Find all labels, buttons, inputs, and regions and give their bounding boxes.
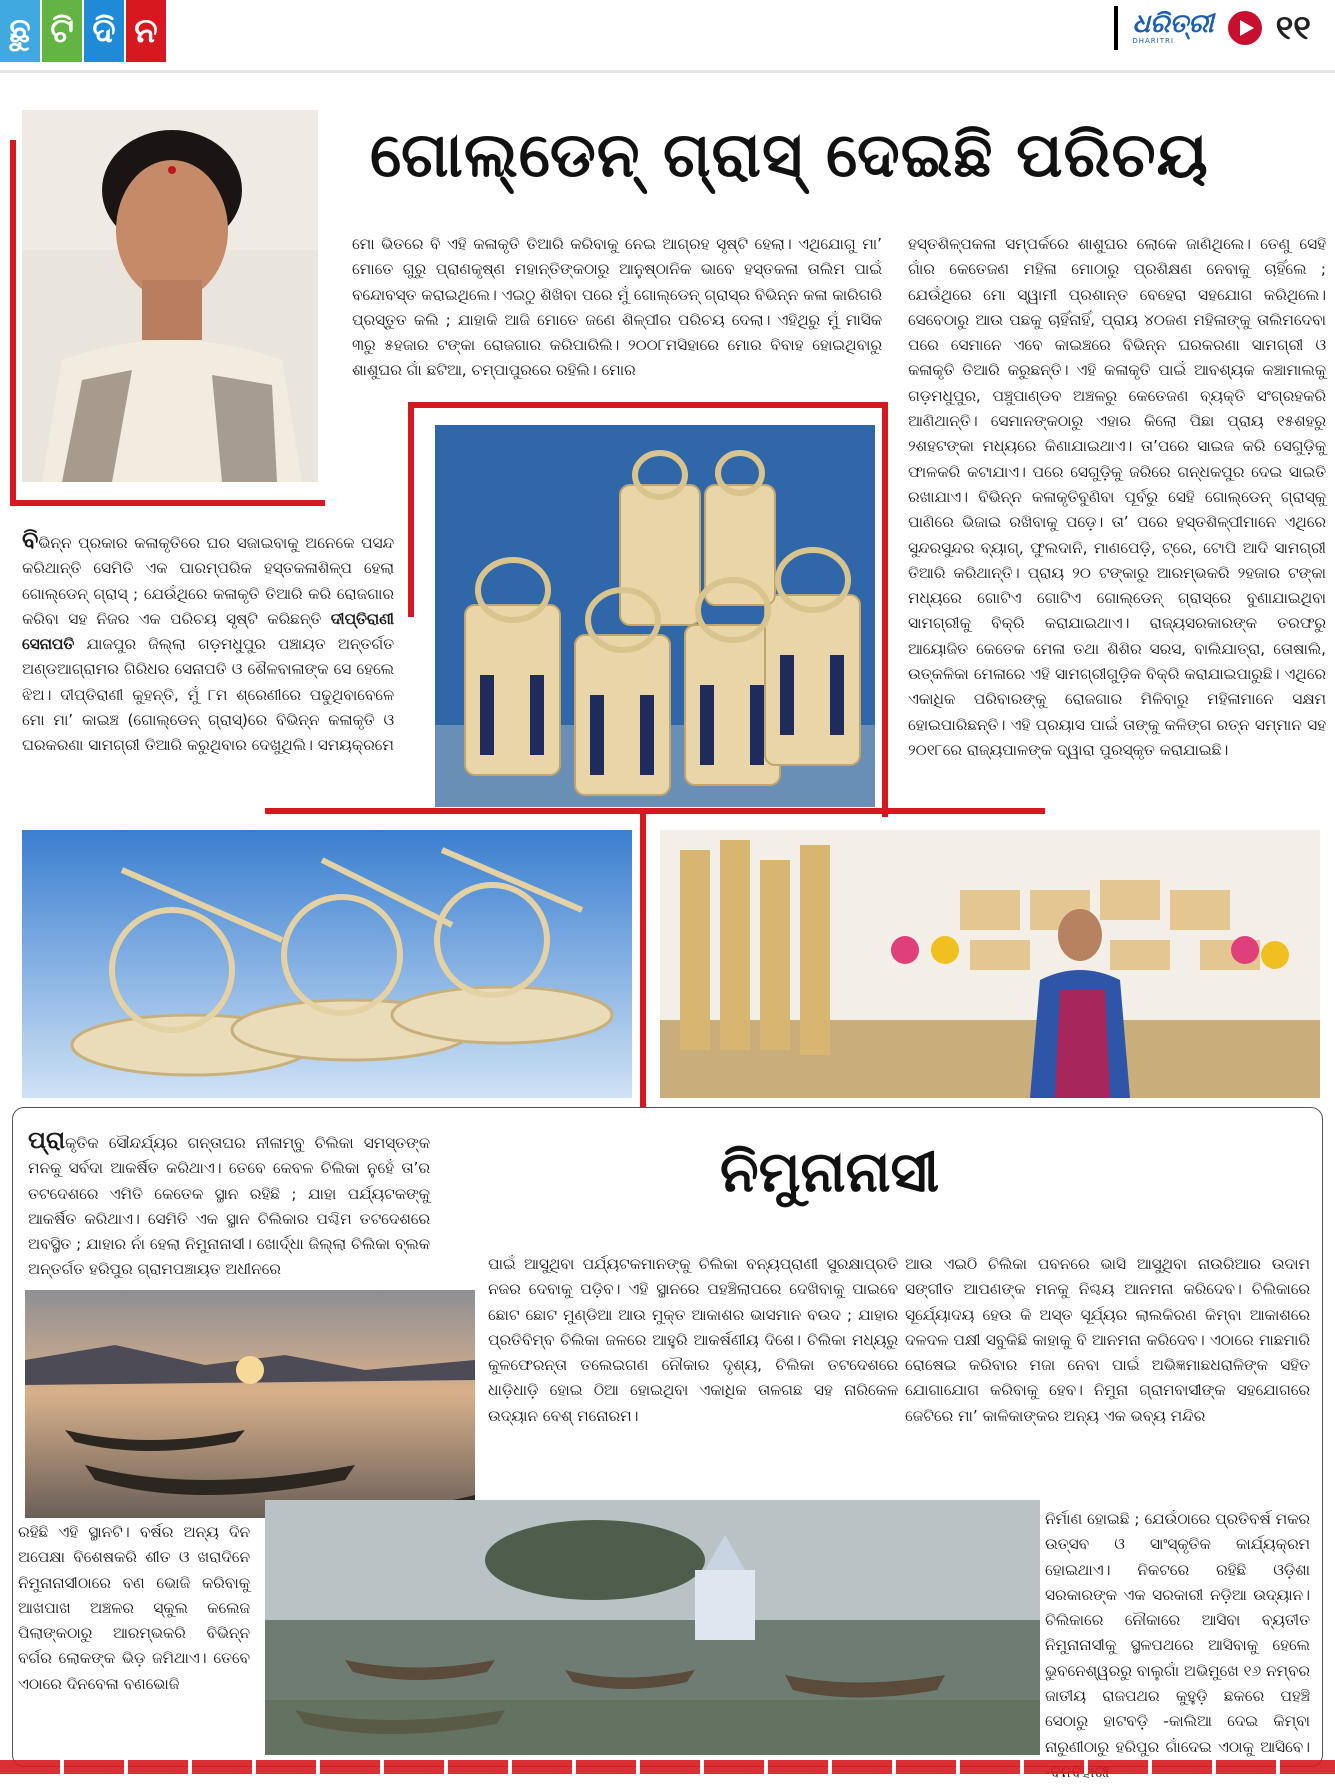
article-headline: ଗୋଲ୍ଡେନ୍ ଗ୍ରାସ୍ ଦେଇଛି ପରିଚୟ	[370, 118, 1209, 191]
artisan-name: ଦୀପ୍ତିରାଣୀ ସେନାପତି	[22, 609, 394, 654]
top-divider	[0, 70, 1335, 73]
red-rule-centre-vertical	[640, 808, 646, 1108]
brand-logo	[1132, 11, 1213, 45]
play-icon	[1228, 11, 1262, 45]
article-column-1-rest: ଯାଜପୁର ଜିଲ୍ଲା ଗଡ଼ମଧୁପୁର ପଞ୍ଚାୟତ ଅନ୍ତର୍ଗତ ଅଣ୍ଡଆଗ୍ରାମର ଗିରିଧର ସେନାପତି ଓ ଶୈଳବାଳାଙ୍କ ସେ ହେଲେ ଝିଅ। ଦୀପ୍ତିରାଣୀ କୁହନ୍ତି, ମୁଁ ୮ମ ଶ୍ରେଣୀରେ ପଢୁଥିବାବେଳେ ମୋ ମା’ କାଇଞ୍ଚ (ଗୋଲ୍ଡେନ୍ ଗ୍ରାସ୍)ରେ ବିଭିନ୍ନ କଳାକୃତି ଓ ଘରକରଣା ସାମଗ୍ରୀ ତିଆରି କରୁଥିବାର ଦେଖୁଥିଲି। ସମୟକ୍ରମେ	[22, 635, 394, 755]
lanterns-photo	[435, 425, 875, 807]
section-title-letter-4: ନ	[126, 0, 166, 62]
article-headline-2: ନିମୁନାନାସୀ	[720, 1140, 940, 1205]
article2-column-3-top: ଆଉ ଏଇଠି ଚିଲିକା ପବନରେ ଭାସି ଆସୁଥିବା ନାଉରିଆର ଉଦାମ ସଙ୍ଗୀତ ଆପଣଙ୍କ ମନକୁ ନିଶ୍ଚୟ ଆନମନା କରିଦେବ। ଚିଲିକାରେ ସୂର୍ଯ୍ୟୋଦୟ ହେଉ କି ଅସ୍ତ ସୂର୍ଯ୍ୟର ଲାଲକିରଣ କିମ୍ବା ଆକାଶରେ ଦଳଦଳ ପକ୍ଷୀ ସବୁକିଛି କାହାକୁ ବି ଆନମନା କରିଦେବ। ଏଠାରେ ମାଛମାରି ରୋଷେଇ କରିବାର ମଜା ନେବା ପାଇଁ ଅଭିଜ୍ଞମାଛଧରାଳିଙ୍କ ସହିତ ଯୋଗାଯୋଗ କରିବାକୁ ହେବ। ନିମୁନା ଗ୍ରାମବାସୀଙ୍କ ସହଯୋଗରେ ଜେଟିରେ ମା’ କାଳିକାଙ୍କର ଅନ୍ୟ ଏକ ଭବ୍ୟ ମନ୍ଦିର	[905, 1255, 1310, 1425]
article2-column-2: ପାଇଁ ଆସୁଥିବା ପର୍ଯ୍ୟଟକମାନଙ୍କୁ ଚିଲିକା ବନ୍ୟପ୍ରାଣୀ ସୁରକ୍ଷାପ୍ରତି ନଜର ଦେବାକୁ ପଡ଼ିବ। ଏହି ସ୍ଥାନରେ ପହଞ୍ଚିଲାପରେ ଦେଖିବାକୁ ପାଇବେ ଛୋଟ ଛୋଟ ମୁଣ୍ଡିଆ ଆଉ ମୁକ୍ତ ଆକାଶର ଭାସମାନ ବଉଦ ; ଯାହାର ପ୍ରତିବିମ୍ବ ଚିଲିକା ଜଳରେ ଆହୁରି ଆକର୍ଷଣୀୟ ଦିଶେ। ଚିଲିକା ମଧ୍ୟରୁ କୁଳଫେରନ୍ତା ତଲେଇଗଣ ନୌକାର ଦୃଶ୍ୟ, ଚିଲିକା ତଟଦେଶରେ ଧାଡ଼ିଧାଡ଼ି ହୋଇ ଠିଆ ହୋଇଥିବା ଏକାଧିକ ତାଳଗଛ ସହ ନାରିକେଳ ଉଦ୍ୟାନ ବେଶ୍ ମନୋରମ।	[488, 1255, 898, 1425]
article2-column-1-bottom: ରହିଛି ଏହି ସ୍ଥାନଟି। ବର୍ଷର ଅନ୍ୟ ଦିନ ଅପେକ୍ଷା ବିଶେଷକରି ଶୀତ ଓ ଖରାଦିନେ ନିମୁନାନାସୀଠାରେ ବଣ ଭୋଜି କରିବାକୁ ଆଖପାଖ ଅଞ୍ଚଳର ସ୍କୁଲ କଲେଜ ପିଲାଙ୍କଠାରୁ ଆରମ୍ଭକରି ବିଭିନ୍ନ ବର୍ଗର ଲୋକଙ୍କ ଭିଡ଼ ଜମିଥାଏ। ତେବେ ଏଠାରେ ଦିନବେଳା ବଣଭୋଜି	[18, 1523, 250, 1693]
dropcap-2: ପ୍ରା	[28, 1126, 66, 1154]
page-number: ୧୧	[1275, 8, 1311, 48]
red-rule-lantern-left	[408, 402, 414, 617]
article2-column-1-top	[28, 1128, 430, 1283]
section-title-letter-2: ଟି	[42, 0, 82, 62]
carts-photo	[22, 830, 632, 1098]
article2-column-3-bottom: ନିର୍ମାଣ ହୋଇଛି ; ଯେଉଁଠାରେ ପ୍ରତିବର୍ଷ ମକର ଉତ୍ସବ ଓ ସାଂସ୍କୃତିକ କାର୍ଯ୍ୟକ୍ରମ ହୋଇଥାଏ। ନିକଟରେ ରହିଛି ଓଡ଼ିଶା ସରକାରଙ୍କ ଏକ ସରକାରୀ ନଡ଼ିଆ ଉଦ୍ୟାନ। ଚିଲିକାରେ ନୌକାରେ ଆସିବା ବ୍ୟତୀତ ନିମୁନାନାସୀକୁ ସ୍ଥଳପଥରେ ଆସିବାକୁ ହେଲେ ଭୁବନେଶ୍ୱରରୁ ବାଲୁଗାଁ ଅଭିମୁଖେ ୧୬ ନମ୍ବର ଜାତୀୟ ରାଜପଥର କୁହୁଡ଼ି ଛକରେ ପହଞ୍ଚି ସେଠାରୁ ହାଟବଡ଼ି -କାଲିଆ ଦେଇ କିମ୍ବା ନାରୁଣୀଠାରୁ ହରିପୁର ଗାଁଦେଇ ଏଠାକୁ ଆସିବେ।	[1045, 1510, 1310, 1756]
article-column-2: ମୋ ଭିତରେ ବି ଏହି କଳାକୃତି ତିଆରି କରିବାକୁ ନେଇ ଆଗ୍ରହ ସୃଷ୍ଟି ହେଲା। ଏଥିଯୋଗୁ ମା’ ମୋତେ ଗୁରୁ ପ୍ରାଣକୃଷ୍ଣ ମହାନ୍ତିଙ୍କଠାରୁ ଆନୁଷ୍ଠାନିକ ଭାବେ ହସ୍ତକଳା ତାଲିମ ପାଇଁ ବନ୍ଦୋବସ୍ତ କରାଇଥିଲେ। ଏଇଠୁ ଶିଖିବା ପରେ ମୁଁ ଗୋଲ୍ଡେନ୍ ଗ୍ରାସ୍‌ର ବିଭିନ୍ନ କଳା କାରିଗରି ପ୍ରସ୍ତୁତ କଲି ; ଯାହାକି ଆଜି ମୋତେ ଜଣେ ଶିଳ୍ପୀର ପରିଚୟ ଦେଲା। ଏହିଥିରୁ ମୁଁ ମାସିକ ୩ରୁ ୫ହଜାର ଟଙ୍କା ରୋଜଗାର କରିପାରିଲି। ୨୦୦୮ମସିହାରେ ମୋର ବିବାହ ହୋଇଥିବାରୁ ଶାଶୁଘର ଗାଁ ଛଟିଆ, ଚମ୍ପାପୁରରେ ରହିଲି। ମୋର	[352, 235, 882, 380]
red-rule-left-vertical	[10, 140, 16, 505]
fair-stall-photo	[660, 830, 1320, 1098]
dropcap: ବି	[22, 526, 39, 554]
nimunanasi-temple-photo	[265, 1500, 1040, 1755]
section-title	[0, 0, 166, 70]
portrait-photo	[22, 110, 318, 482]
section-title-letter-3: ଦି	[84, 0, 124, 62]
section-title-letter-1: ଛୁ	[0, 0, 40, 62]
article-column-1	[22, 528, 394, 783]
article-lead-text: ଭିନ୍ନ ପ୍ରକାର କଳାକୃତିରେ ଘର ସଜାଇବାକୁ ଅନେକେ ପସନ୍ଦ କରିଥାନ୍ତି ସେମିତି ଏକ ପାରମ୍ପରିକ ହସ୍ତକଳାଶିଳ୍ପ ହେଲା ଗୋଲ୍ଡେନ୍ ଗ୍ରାସ୍ ; ଯେଉଁଥିରେ କଳାକୃତି ତିଆରି କରି ରୋଜଗାର କରିବା ସହ ନିଜର ଏକ ପରିଚୟ ସୃଷ୍ଟି କରିଛନ୍ତି	[22, 534, 394, 628]
red-rule-lantern-bottom	[265, 808, 1045, 814]
red-rule-lantern-top	[408, 402, 888, 408]
article2-lead-text: କୃତିକ ସୌନ୍ଦର୍ଯ୍ୟର ଗନ୍ତାଘର ନୀଳାମ୍ବୁ ଚିଲିକା ସମସ୍ତଙ୍କ ମନକୁ ସର୍ବଦା ଆକର୍ଷିତ କରିଥାଏ। ତେବେ କେବଳ ଚିଲିକା ନୁହେଁ ତା’ର ତଟଦେଶରେ ଏମିତି କେତେକ ସ୍ଥାନ ରହିଛି ; ଯାହା ପର୍ଯ୍ୟଟକଙ୍କୁ ଆକର୍ଷିତ କରିଥାଏ। ସେମିତି ଏକ ସ୍ଥାନ ଚିଲିକାର ପଶ୍ଚିମ ତଟଦେଶରେ ଅବସ୍ଥିତ ; ଯାହାର ନାଁ ହେଲା ନିମୁନାନାସୀ। ଖୋର୍ଦ୍ଧା ଜିଲ୍ଲା ଚିଲିକା ବ୍ଲକ ଅନ୍ତର୍ଗତ ହରିପୁର ଗ୍ରାମପଞ୍ଚାୟତ ଅଧୀନରେ	[28, 1134, 430, 1279]
page-bottom-rule	[0, 1760, 1335, 1774]
red-rule-left-horizontal	[10, 500, 325, 506]
brand-subtitle: DHARITRI	[1132, 37, 1174, 45]
chilika-sunset-photo	[25, 1290, 475, 1518]
article-column-3: ହସ୍ତଶିଳ୍ପକଳା ସମ୍ପର୍କରେ ଶାଶୁଘର ଲୋକେ ଜାଣିଥିଲେ। ତେଣୁ ସେହି ଗାଁର କେତେଜଣ ମହିଳା ମୋଠାରୁ ପ୍ରଶିକ୍ଷଣ ନେବାକୁ ଚାହିଁଲେ ; ଯେଉଁଥିରେ ମୋ ସ୍ୱାମୀ ପ୍ରଶାନ୍ତ ବେହେରା ସହଯୋଗ କରିଥିଲେ। ସେବେଠାରୁ ଆଉ ପଛକୁ ଚାହିଁନାହିଁ, ପ୍ରାୟ ୪୦ଜଣ ମହିଳାଙ୍କୁ ତାଲିମଦେବା ପରେ ସେମାନେ ଏବେ କାଇଞ୍ଚରେ ବିଭିନ୍ନ ଘରକରଣା ସାମଗ୍ରୀ ଓ କଳାକୃତି ତିଆରି କରୁଛନ୍ତି। ଏହି କଳାକୃତି ପାଇଁ ଆବଶ୍ୟକ କଞ୍ଚାମାଲକୁ ଗଡ଼ମଧୁପୁର, ପଞ୍ଚୁପାଣ୍ଡବ ଅଞ୍ଚଳରୁ କେତେଜଣ ବ୍ୟକ୍ତି ସଂଗ୍ରହକରି ଆଣିଥାନ୍ତି। ସେମାନଙ୍କଠାରୁ ଏହାର କିଲୋ ପିଛା ପ୍ରାୟ ୧୫ଶହରୁ ୨ଶହଟଙ୍କା ମଧ୍ୟରେ କିଣାଯାଇଥାଏ। ତା’ପରେ ସାଇଜ କରି ସେଗୁଡ଼ିକୁ ଫାଳକରି କଟାଯାଏ। ପରେ ସେଗୁଡ଼ିକୁ ଜରିରେ ଗନ୍ଧକପୁର ଦେଇ ସାଇତି ରଖାଯାଏ। ବିଭିନ୍ନ କଳାକୃତିବୁଣିବା ପୂର୍ବରୁ ସେହି ଗୋଲ୍ଡେନ୍ ଗ୍ରାସ୍‌କୁ ପାଣିରେ ଭିଜାଇ ରଖିବାକୁ ପଡ଼େ। ତା’ ପରେ ହସ୍ତଶିଳ୍ପୀମାନେ ଏଥିରେ ସୁନ୍ଦରସୁନ୍ଦର ବ୍ୟାଗ୍, ଫୁଲଦାନି, ମାଣପେଡ଼ି, ଟ୍ରେ, ଟୋପି ଆଦି ସାମଗ୍ରୀ ତିଆରି କରିଥାନ୍ତି। ପ୍ରାୟ ୨୦ ଟଙ୍କାରୁ ଆରମ୍ଭକରି ୨ହଜାର ଟଙ୍କା ମଧ୍ୟରେ ଗୋଟିଏ ଗୋଟିଏ ଗୋଲ୍ଡେନ୍ ଗ୍ରାସ୍‌ରେ ବୁଣାଯାଇଥିବା ସାମଗ୍ରୀକୁ ବିକ୍ରି କରାଯାଇଥାଏ। ରାଜ୍ୟସରକାରଙ୍କ ତରଫରୁ ଆୟୋଜିତ କେତେକ ମେଳା ତଥା ଶିଶିର ସରସ, ବାଲିଯାତ୍ରା, ତୋଷାଲି, ଉତ୍କଳିକା ମେଳାରେ ଏହି ସାମଗ୍ରୀଗୁଡ଼ିକ ବିକ୍ରି କରାଯାଇପାରୁଛି। ଏଥିରେ ଏକାଧିକ ପରିବାରଙ୍କୁ ରୋଜଗାର ମିଳିବାରୁ ମହିଳାମାନେ ସକ୍ଷମ ହୋଇପାରିଛନ୍ତି। ଏହି ପ୍ରୟାସ ପାଇଁ ତାଙ୍କୁ କଳିଙ୍ଗ ରତ୍ନ ସମ୍ମାନ ସହ ୨୦୧୮ରେ ରାଜ୍ୟପାଳଙ୍କ ଦ୍ୱାରା ପୁରସ୍କୃତ କରାଯାଇଛି।	[908, 235, 1326, 759]
masthead-brand	[1114, 6, 1311, 50]
red-rule-lantern-right	[882, 402, 888, 817]
brand-divider	[1114, 6, 1118, 50]
brand-name: ଧରିତ୍ରୀ	[1132, 9, 1214, 39]
